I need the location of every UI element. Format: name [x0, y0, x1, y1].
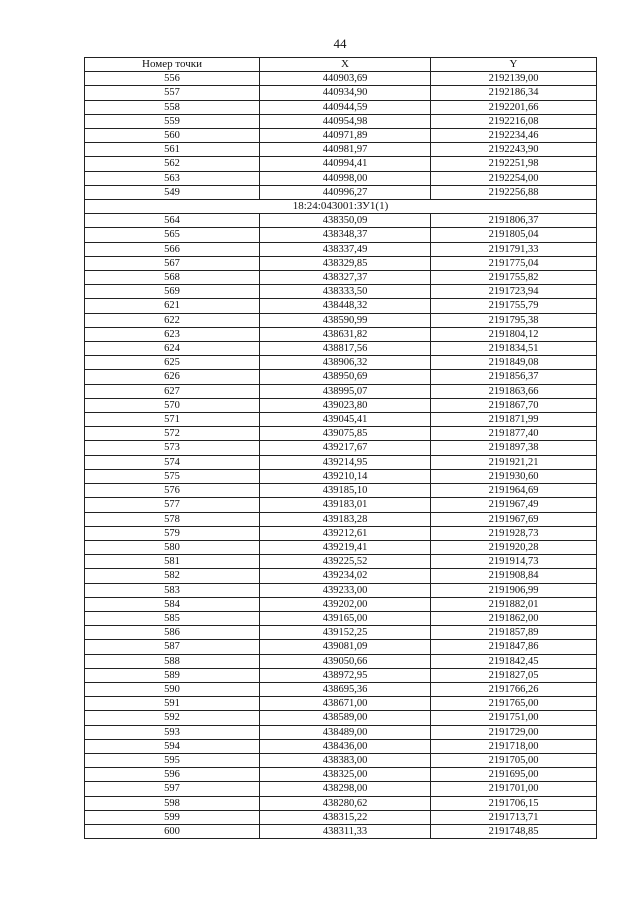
y-coordinate-cell: 2191964,69 — [431, 484, 597, 498]
x-coordinate-cell: 439185,10 — [260, 484, 431, 498]
point-number-cell: 625 — [85, 356, 260, 370]
table-row — [85, 114, 597, 128]
point-number-cell: 578 — [85, 512, 260, 526]
x-coordinate-cell: 439075,85 — [260, 427, 431, 441]
x-coordinate-cell: 438631,82 — [260, 327, 431, 341]
table-row — [85, 597, 597, 611]
table-body-before — [85, 72, 597, 200]
table-row — [85, 157, 597, 171]
point-number-cell: 592 — [85, 711, 260, 725]
point-number-cell: 569 — [85, 285, 260, 299]
x-coordinate-cell: 438348,37 — [260, 228, 431, 242]
y-coordinate-cell: 2191847,86 — [431, 640, 597, 654]
y-coordinate-cell: 2191856,37 — [431, 370, 597, 384]
table-row — [85, 441, 597, 455]
x-coordinate-cell: 439217,67 — [260, 441, 431, 455]
point-number-cell: 564 — [85, 214, 260, 228]
header-y: Y — [431, 58, 597, 72]
y-coordinate-cell: 2191967,49 — [431, 498, 597, 512]
y-coordinate-cell: 2191967,69 — [431, 512, 597, 526]
y-coordinate-cell: 2191701,00 — [431, 782, 597, 796]
x-coordinate-cell: 438995,07 — [260, 384, 431, 398]
table-row — [85, 86, 597, 100]
point-number-cell: 574 — [85, 455, 260, 469]
table-row — [85, 327, 597, 341]
point-number-cell: 560 — [85, 129, 260, 143]
x-coordinate-cell: 438383,00 — [260, 753, 431, 767]
x-coordinate-cell: 438311,33 — [260, 824, 431, 838]
table-row — [85, 72, 597, 86]
x-coordinate-cell: 438337,49 — [260, 242, 431, 256]
y-coordinate-cell: 2191755,79 — [431, 299, 597, 313]
x-coordinate-cell: 439183,01 — [260, 498, 431, 512]
point-number-cell: 561 — [85, 143, 260, 157]
table-row — [85, 796, 597, 810]
table-row — [85, 271, 597, 285]
y-coordinate-cell: 2192139,00 — [431, 72, 597, 86]
point-number-cell: 563 — [85, 171, 260, 185]
y-coordinate-cell: 2192201,66 — [431, 100, 597, 114]
point-number-cell: 566 — [85, 242, 260, 256]
x-coordinate-cell: 438325,00 — [260, 768, 431, 782]
x-coordinate-cell: 439210,14 — [260, 469, 431, 483]
x-coordinate-cell: 439165,00 — [260, 611, 431, 625]
point-number-cell: 622 — [85, 313, 260, 327]
table-row — [85, 342, 597, 356]
table-row — [85, 313, 597, 327]
y-coordinate-cell: 2191920,28 — [431, 540, 597, 554]
x-coordinate-cell: 438590,99 — [260, 313, 431, 327]
y-coordinate-cell: 2191862,00 — [431, 611, 597, 625]
x-coordinate-cell: 438671,00 — [260, 697, 431, 711]
y-coordinate-cell: 2192243,90 — [431, 143, 597, 157]
table-row — [85, 171, 597, 185]
point-number-cell: 576 — [85, 484, 260, 498]
table-row — [85, 626, 597, 640]
y-coordinate-cell: 2191914,73 — [431, 555, 597, 569]
table-row — [85, 611, 597, 625]
y-coordinate-cell: 2191751,00 — [431, 711, 597, 725]
point-number-cell: 568 — [85, 271, 260, 285]
point-number-cell: 623 — [85, 327, 260, 341]
point-number-cell: 586 — [85, 626, 260, 640]
y-coordinate-cell: 2191713,71 — [431, 810, 597, 824]
y-coordinate-cell: 2191928,73 — [431, 526, 597, 540]
x-coordinate-cell: 439233,00 — [260, 583, 431, 597]
table-row — [85, 768, 597, 782]
x-coordinate-cell: 440903,69 — [260, 72, 431, 86]
x-coordinate-cell: 438329,85 — [260, 256, 431, 270]
point-number-cell: 587 — [85, 640, 260, 654]
x-coordinate-cell: 439081,09 — [260, 640, 431, 654]
point-number-cell: 562 — [85, 157, 260, 171]
y-coordinate-cell: 2191849,08 — [431, 356, 597, 370]
table-row — [85, 356, 597, 370]
x-coordinate-cell: 439045,41 — [260, 413, 431, 427]
table-row — [85, 143, 597, 157]
y-coordinate-cell: 2191706,15 — [431, 796, 597, 810]
table-row — [85, 256, 597, 270]
y-coordinate-cell: 2191705,00 — [431, 753, 597, 767]
point-number-cell: 557 — [85, 86, 260, 100]
y-coordinate-cell: 2191755,82 — [431, 271, 597, 285]
x-coordinate-cell: 438350,09 — [260, 214, 431, 228]
table-row — [85, 569, 597, 583]
x-coordinate-cell: 438448,32 — [260, 299, 431, 313]
y-coordinate-cell: 2192251,98 — [431, 157, 597, 171]
table-row — [85, 455, 597, 469]
y-coordinate-cell: 2192234,46 — [431, 129, 597, 143]
y-coordinate-cell: 2191842,45 — [431, 654, 597, 668]
point-number-cell: 571 — [85, 413, 260, 427]
table-row — [85, 753, 597, 767]
table-row — [85, 654, 597, 668]
section-title: 18:24:043001:ЗУ1(1) — [85, 200, 597, 214]
table-row — [85, 185, 597, 199]
point-number-cell: 597 — [85, 782, 260, 796]
y-coordinate-cell: 2191906,99 — [431, 583, 597, 597]
y-coordinate-cell: 2191921,21 — [431, 455, 597, 469]
table-row — [85, 640, 597, 654]
x-coordinate-cell: 439234,02 — [260, 569, 431, 583]
y-coordinate-cell: 2191897,38 — [431, 441, 597, 455]
point-number-cell: 596 — [85, 768, 260, 782]
x-coordinate-cell: 438950,69 — [260, 370, 431, 384]
x-coordinate-cell: 439219,41 — [260, 540, 431, 554]
table-row — [85, 824, 597, 838]
table-row — [85, 682, 597, 696]
point-number-cell: 583 — [85, 583, 260, 597]
point-number-cell: 573 — [85, 441, 260, 455]
point-number-cell: 595 — [85, 753, 260, 767]
point-number-cell: 581 — [85, 555, 260, 569]
point-number-cell: 593 — [85, 725, 260, 739]
x-coordinate-cell: 439225,52 — [260, 555, 431, 569]
x-coordinate-cell: 440971,89 — [260, 129, 431, 143]
point-number-cell: 558 — [85, 100, 260, 114]
point-number-cell: 600 — [85, 824, 260, 838]
x-coordinate-cell: 438695,36 — [260, 682, 431, 696]
y-coordinate-cell: 2191877,40 — [431, 427, 597, 441]
table-row — [85, 526, 597, 540]
y-coordinate-cell: 2191804,12 — [431, 327, 597, 341]
point-number-cell: 559 — [85, 114, 260, 128]
coordinates-table — [84, 57, 597, 839]
point-number-cell: 579 — [85, 526, 260, 540]
x-coordinate-cell: 439152,25 — [260, 626, 431, 640]
x-coordinate-cell: 438333,50 — [260, 285, 431, 299]
x-coordinate-cell: 438280,62 — [260, 796, 431, 810]
x-coordinate-cell: 440944,59 — [260, 100, 431, 114]
x-coordinate-cell: 439183,28 — [260, 512, 431, 526]
table-row — [85, 540, 597, 554]
point-number-cell: 570 — [85, 398, 260, 412]
point-number-cell: 585 — [85, 611, 260, 625]
y-coordinate-cell: 2191723,94 — [431, 285, 597, 299]
y-coordinate-cell: 2191871,99 — [431, 413, 597, 427]
table-row — [85, 739, 597, 753]
point-number-cell: 589 — [85, 668, 260, 682]
y-coordinate-cell: 2191863,66 — [431, 384, 597, 398]
x-coordinate-cell: 438298,00 — [260, 782, 431, 796]
x-coordinate-cell: 440981,97 — [260, 143, 431, 157]
table-row — [85, 555, 597, 569]
point-number-cell: 580 — [85, 540, 260, 554]
y-coordinate-cell: 2191805,04 — [431, 228, 597, 242]
x-coordinate-cell: 438972,95 — [260, 668, 431, 682]
table-row — [85, 668, 597, 682]
point-number-cell: 582 — [85, 569, 260, 583]
y-coordinate-cell: 2191775,04 — [431, 256, 597, 270]
x-coordinate-cell: 438436,00 — [260, 739, 431, 753]
point-number-cell: 624 — [85, 342, 260, 356]
table-row — [85, 583, 597, 597]
point-number-cell: 549 — [85, 185, 260, 199]
x-coordinate-cell: 440994,41 — [260, 157, 431, 171]
x-coordinate-cell: 439212,61 — [260, 526, 431, 540]
y-coordinate-cell: 2191765,00 — [431, 697, 597, 711]
table-body-after — [85, 214, 597, 839]
point-number-cell: 577 — [85, 498, 260, 512]
header-x: X — [260, 58, 431, 72]
table-row — [85, 242, 597, 256]
table-row — [85, 285, 597, 299]
table-row — [85, 129, 597, 143]
point-number-cell: 594 — [85, 739, 260, 753]
y-coordinate-cell: 2192216,08 — [431, 114, 597, 128]
point-number-cell: 572 — [85, 427, 260, 441]
table-row — [85, 697, 597, 711]
table-row — [85, 725, 597, 739]
y-coordinate-cell: 2191867,70 — [431, 398, 597, 412]
point-number-cell: 556 — [85, 72, 260, 86]
section-body — [85, 200, 597, 214]
y-coordinate-cell: 2192256,88 — [431, 185, 597, 199]
point-number-cell: 627 — [85, 384, 260, 398]
table-row — [85, 810, 597, 824]
table-row — [85, 370, 597, 384]
y-coordinate-cell: 2191791,33 — [431, 242, 597, 256]
table-row — [85, 711, 597, 725]
y-coordinate-cell: 2191748,85 — [431, 824, 597, 838]
table-row — [85, 228, 597, 242]
point-number-cell: 565 — [85, 228, 260, 242]
y-coordinate-cell: 2191908,84 — [431, 569, 597, 583]
y-coordinate-cell: 2191834,51 — [431, 342, 597, 356]
table-row — [85, 214, 597, 228]
y-coordinate-cell: 2191795,38 — [431, 313, 597, 327]
table-row — [85, 498, 597, 512]
y-coordinate-cell: 2191695,00 — [431, 768, 597, 782]
table-row — [85, 782, 597, 796]
table-row — [85, 512, 597, 526]
y-coordinate-cell: 2191882,01 — [431, 597, 597, 611]
table-row — [85, 398, 597, 412]
point-number-cell: 599 — [85, 810, 260, 824]
x-coordinate-cell: 438817,56 — [260, 342, 431, 356]
x-coordinate-cell: 438327,37 — [260, 271, 431, 285]
x-coordinate-cell: 439023,80 — [260, 398, 431, 412]
table-row — [85, 299, 597, 313]
header-point-number: Номер точки — [85, 58, 260, 72]
table-row — [85, 427, 597, 441]
y-coordinate-cell: 2191857,89 — [431, 626, 597, 640]
y-coordinate-cell: 2192254,00 — [431, 171, 597, 185]
table-header-row — [85, 58, 597, 72]
point-number-cell: 598 — [85, 796, 260, 810]
x-coordinate-cell: 440954,98 — [260, 114, 431, 128]
point-number-cell: 575 — [85, 469, 260, 483]
point-number-cell: 584 — [85, 597, 260, 611]
point-number-cell: 588 — [85, 654, 260, 668]
table-row — [85, 413, 597, 427]
point-number-cell: 591 — [85, 697, 260, 711]
section-row — [85, 200, 597, 214]
x-coordinate-cell: 438906,32 — [260, 356, 431, 370]
x-coordinate-cell: 438315,22 — [260, 810, 431, 824]
x-coordinate-cell: 439202,00 — [260, 597, 431, 611]
y-coordinate-cell: 2191827,05 — [431, 668, 597, 682]
y-coordinate-cell: 2192186,34 — [431, 86, 597, 100]
table-row — [85, 100, 597, 114]
x-coordinate-cell: 438589,00 — [260, 711, 431, 725]
point-number-cell: 567 — [85, 256, 260, 270]
page-number: 44 — [333, 36, 347, 51]
point-number-cell: 621 — [85, 299, 260, 313]
y-coordinate-cell: 2191806,37 — [431, 214, 597, 228]
x-coordinate-cell: 440996,27 — [260, 185, 431, 199]
y-coordinate-cell: 2191766,26 — [431, 682, 597, 696]
y-coordinate-cell: 2191729,00 — [431, 725, 597, 739]
x-coordinate-cell: 440998,00 — [260, 171, 431, 185]
y-coordinate-cell: 2191718,00 — [431, 739, 597, 753]
table-row — [85, 469, 597, 483]
point-number-cell: 626 — [85, 370, 260, 384]
x-coordinate-cell: 438489,00 — [260, 725, 431, 739]
table-row — [85, 384, 597, 398]
x-coordinate-cell: 439214,95 — [260, 455, 431, 469]
point-number-cell: 590 — [85, 682, 260, 696]
table-row — [85, 484, 597, 498]
x-coordinate-cell: 440934,90 — [260, 86, 431, 100]
y-coordinate-cell: 2191930,60 — [431, 469, 597, 483]
x-coordinate-cell: 439050,66 — [260, 654, 431, 668]
